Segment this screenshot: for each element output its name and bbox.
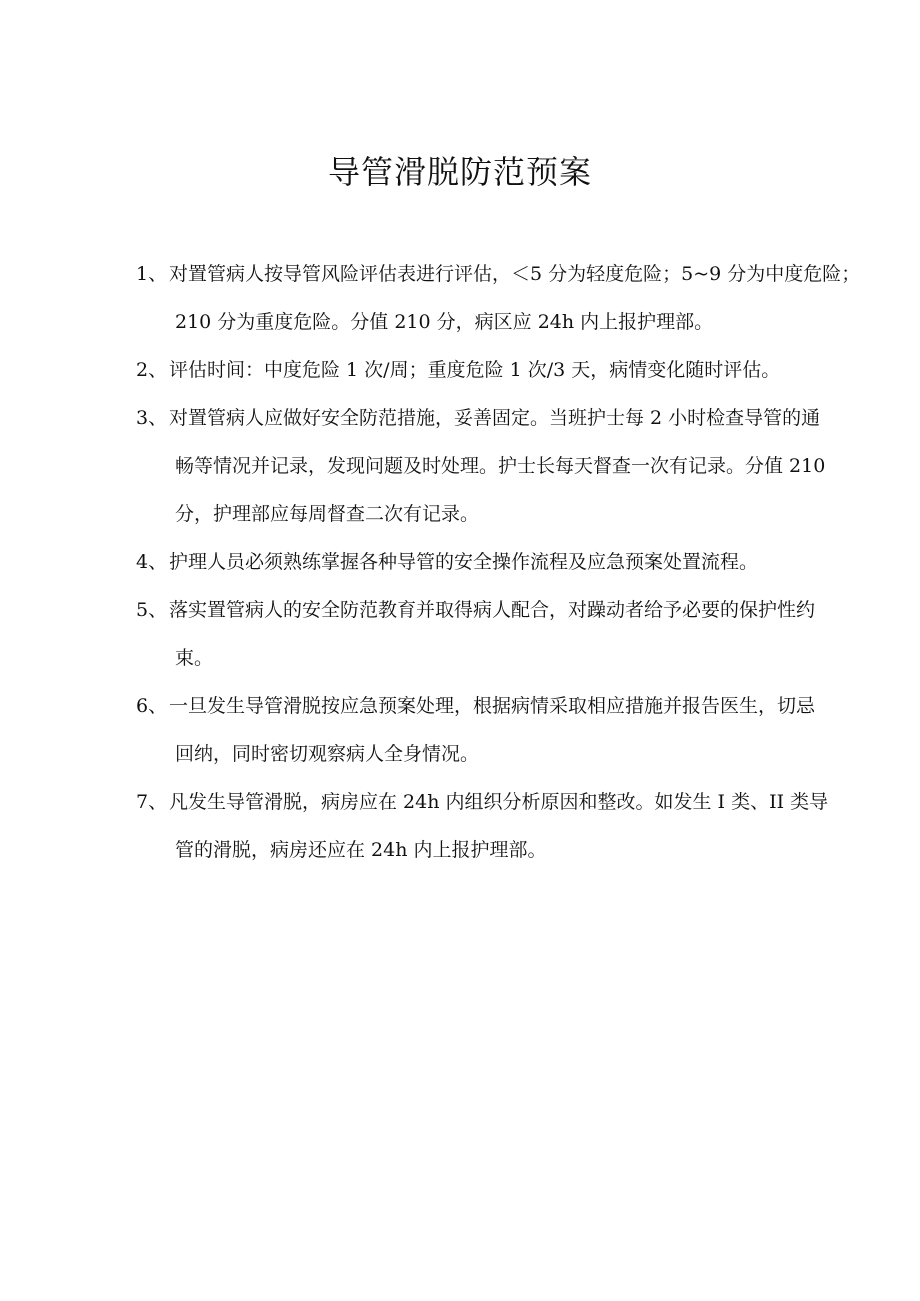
item-line: 分，护理部应每周督查二次有记录。 xyxy=(175,503,480,525)
item-text xyxy=(169,586,858,682)
item-line: 对置管病人应做好安全防范措施，妥善固定。当班护士每 2 小时检查导管的通 xyxy=(169,407,821,429)
item-number: 3、 xyxy=(136,407,168,429)
item-line: 护理人员必须熟练掌握各种导管的安全操作流程及应急预案处置流程。 xyxy=(169,551,759,573)
item-text xyxy=(169,682,858,778)
item-number: 1、 xyxy=(136,263,168,285)
item-text xyxy=(169,250,861,346)
item-line: 落实置管病人的安全防范教育并取得病人配合，对躁动者给予必要的保护性约 xyxy=(169,599,816,621)
item-number: 5、 xyxy=(136,599,168,621)
item-line: 一旦发生导管滑脱按应急预案处理，根据病情采取相应措施并报告医生，切忌 xyxy=(169,695,816,717)
item-line: 对置管病人按导管风险评估表进行评估，＜5 分为轻度危险；5~9 分为中度危险； xyxy=(169,263,861,285)
list-item-6 xyxy=(136,682,858,778)
item-line: 凡发生导管滑脱，病房应在 24h 内组织分析原因和整改。如发生 I 类、II 类导 xyxy=(169,791,829,813)
list-item-3 xyxy=(136,394,858,538)
item-text xyxy=(169,394,858,538)
item-number: 7、 xyxy=(136,791,168,813)
list-item-2 xyxy=(136,346,858,394)
item-line: 评估时间：中度危险 1 次/周；重度危险 1 次/3 天，病情变化随时评估。 xyxy=(169,359,781,381)
list-item-7 xyxy=(136,778,858,874)
list-item-5 xyxy=(136,586,858,682)
item-text xyxy=(169,346,858,394)
item-text xyxy=(169,538,858,586)
item-number: 2、 xyxy=(136,359,168,381)
item-line: 210 分为重度危险。分值 210 分，病区应 24h 内上报护理部。 xyxy=(175,311,714,333)
item-number: 4、 xyxy=(136,551,168,573)
list-item-1 xyxy=(136,250,861,346)
item-line: 束。 xyxy=(175,647,214,669)
item-number: 6、 xyxy=(136,695,168,717)
document-title: 导管滑脱防范预案 xyxy=(327,153,592,191)
list-item-4 xyxy=(136,538,858,586)
plan-list xyxy=(136,250,861,874)
item-line: 畅等情况并记录，发现问题及时处理。护士长每天督查一次有记录。分值 210 xyxy=(175,455,826,477)
item-line: 回纳，同时密切观察病人全身情况。 xyxy=(175,743,480,765)
item-text xyxy=(169,778,858,874)
item-line: 管的滑脱，病房还应在 24h 内上报护理部。 xyxy=(175,839,547,861)
